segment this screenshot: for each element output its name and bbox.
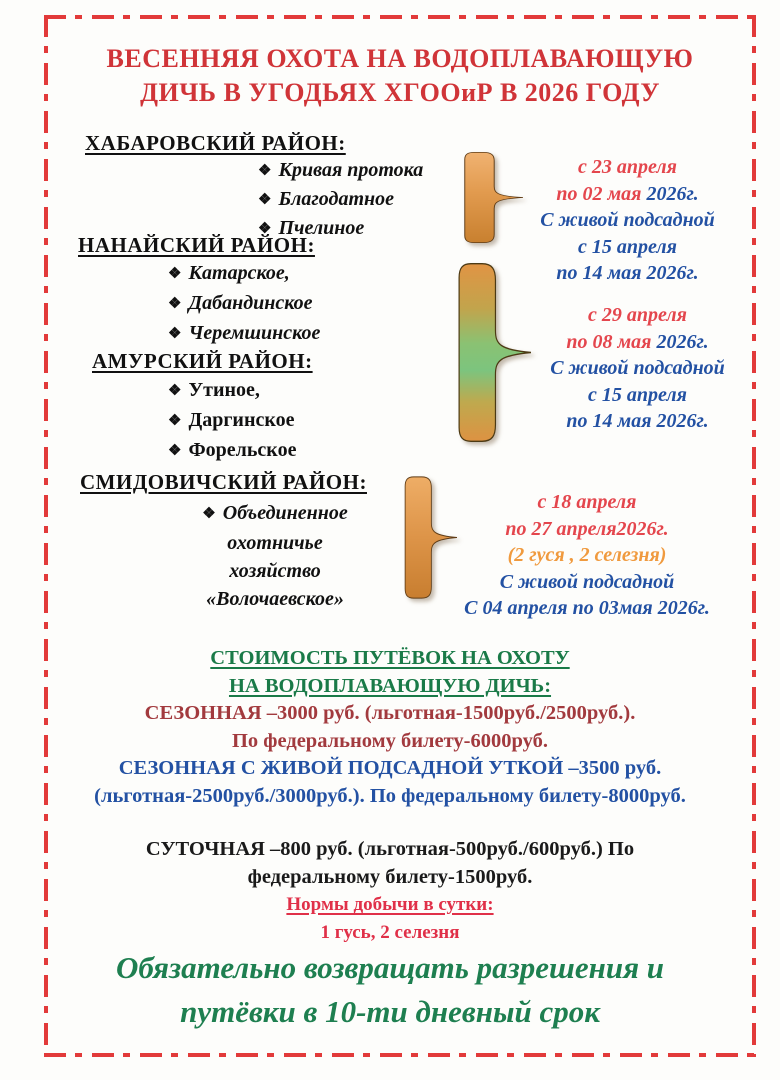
diamond-bullet-icon: ❖ — [168, 443, 182, 459]
schedule-line: с 15 апреля — [578, 235, 677, 258]
diamond-bullet-icon: ❖ — [258, 192, 272, 208]
diamond-bullet-icon: ❖ — [168, 296, 182, 312]
schedule-smidovichsky — [432, 489, 742, 622]
dashed-border-top — [44, 15, 756, 19]
area-label: «Волочаевское» — [206, 588, 344, 610]
return-permits-line2: путёвки в 10-ти дневный срок — [180, 994, 600, 1029]
schedule-line: с 23 апреля — [578, 156, 677, 178]
area-label: Утиное, — [188, 379, 260, 401]
schedule-line: по 14 мая 2026г. — [556, 262, 699, 284]
dashed-border-bottom — [44, 1053, 756, 1057]
schedule-line: по 08 мая 2026г. — [566, 330, 709, 353]
schedule-khabarovsky — [510, 154, 745, 287]
area-item — [168, 319, 320, 349]
pricing-heading-line2: НА ВОДОПЛАВАЮЩУЮ ДИЧЬ: — [228, 674, 552, 697]
area-label: хозяйство — [229, 560, 321, 582]
poster-title-line2: ДИЧЬ В УГОДЬЯХ ХГООиР В 2026 ГОДУ — [140, 78, 660, 107]
schedule-line: по 14 мая 2026г. — [566, 410, 709, 432]
schedule-line: с 18 апреля — [537, 491, 637, 513]
schedule-line: С живой подсадной — [499, 570, 675, 593]
area-item — [258, 186, 423, 215]
diamond-bullet-icon: ❖ — [258, 221, 272, 237]
daily-price-line2: федеральному билету-1500руб. — [247, 865, 533, 888]
area-list-amursky — [168, 376, 296, 466]
area-item — [168, 376, 296, 406]
schedule-line: С живой подсадной — [540, 209, 715, 231]
return-permits-line1: Обязательно возвращать разрешения и — [115, 950, 665, 985]
area-label: Форельское — [188, 439, 297, 461]
schedule-nanaysky-amursky — [520, 302, 755, 435]
pricing-section — [40, 645, 740, 946]
area-label: Кривая протока — [278, 159, 424, 181]
diamond-bullet-icon: ❖ — [258, 163, 272, 179]
schedule-line: с 15 апреля — [588, 383, 687, 406]
area-item — [258, 157, 423, 186]
area-item — [175, 499, 375, 529]
schedule-line: по 02 мая 2026г. — [556, 182, 699, 205]
area-label: Даргинское — [188, 409, 295, 431]
diamond-bullet-icon: ❖ — [202, 506, 216, 522]
area-item — [168, 259, 320, 289]
area-item — [168, 289, 320, 319]
area-list-khabarovsky — [258, 157, 423, 244]
area-list-nanaysky — [168, 259, 320, 349]
pricing-spacer — [40, 810, 740, 836]
area-label: Благодатное — [278, 188, 394, 210]
area-label: Дабандинское — [188, 292, 313, 314]
area-item — [168, 436, 296, 466]
schedule-line: с 29 апреля — [588, 304, 687, 326]
area-label: Пчелиное — [278, 217, 365, 239]
seasonal-price-line2: По федеральному билету-6000руб. — [231, 729, 548, 752]
district-header-amursky: АМУРСКИЙ РАЙОН: — [92, 349, 313, 373]
return-permits-note — [40, 946, 740, 1034]
diamond-bullet-icon: ❖ — [168, 413, 182, 429]
schedule-line: С живой подсадной — [550, 357, 725, 379]
quota-value: 1 гусь, 2 селезня — [320, 921, 460, 943]
schedule-line: по 27 апреля2026г. — [505, 517, 669, 540]
quota-heading: Нормы добычи в сутки: — [286, 894, 494, 915]
area-item — [168, 406, 296, 436]
diamond-bullet-icon: ❖ — [168, 266, 182, 282]
area-label: охотничье — [227, 532, 323, 554]
district-header-smidovichsky: СМИДОВИЧСКИЙ РАЙОН: — [80, 470, 367, 494]
schedule-line: С 04 апреля по 03мая 2026г. — [464, 597, 710, 619]
bag-limit-note: (2 гуся , 2 селезня) — [507, 544, 667, 566]
diamond-bullet-icon: ❖ — [168, 383, 182, 399]
district-header-khabarovsky: ХАБАРОВСКИЙ РАЙОН: — [85, 131, 346, 155]
pricing-heading-line1: СТОИМОСТЬ ПУТЁВОК НА ОХОТУ — [210, 647, 570, 669]
seasonal-price-line1: СЕЗОННАЯ –3000 руб. (льготная-1500руб./2500руб.). — [144, 702, 636, 724]
poster-title-line1: ВЕСЕННЯЯ ОХОТА НА ВОДОПЛАВАЮЩУЮ — [106, 44, 694, 73]
poster-title — [50, 42, 750, 110]
area-list-smidovichsky — [175, 499, 375, 613]
dashed-border-right — [752, 15, 756, 1057]
area-label: Объединенное — [222, 502, 348, 524]
area-label: Катарское, — [188, 262, 290, 284]
seasonal-duck-price-line1: СЕЗОННАЯ С ЖИВОЙ ПОДСАДНОЙ УТКОЙ –3500 руб. — [118, 757, 662, 779]
district-header-nanaysky: НАНАЙСКИЙ РАЙОН: — [78, 233, 315, 257]
seasonal-duck-price-line2: (льготная-2500руб./3000руб.). По федеральному билету-8000руб. — [94, 784, 686, 807]
diamond-bullet-icon: ❖ — [168, 326, 182, 342]
area-item — [258, 215, 423, 244]
area-label: Черемшинское — [188, 322, 321, 344]
daily-price-line1: СУТОЧНАЯ –800 руб. (льготная-500руб./600руб.) По — [145, 838, 635, 860]
